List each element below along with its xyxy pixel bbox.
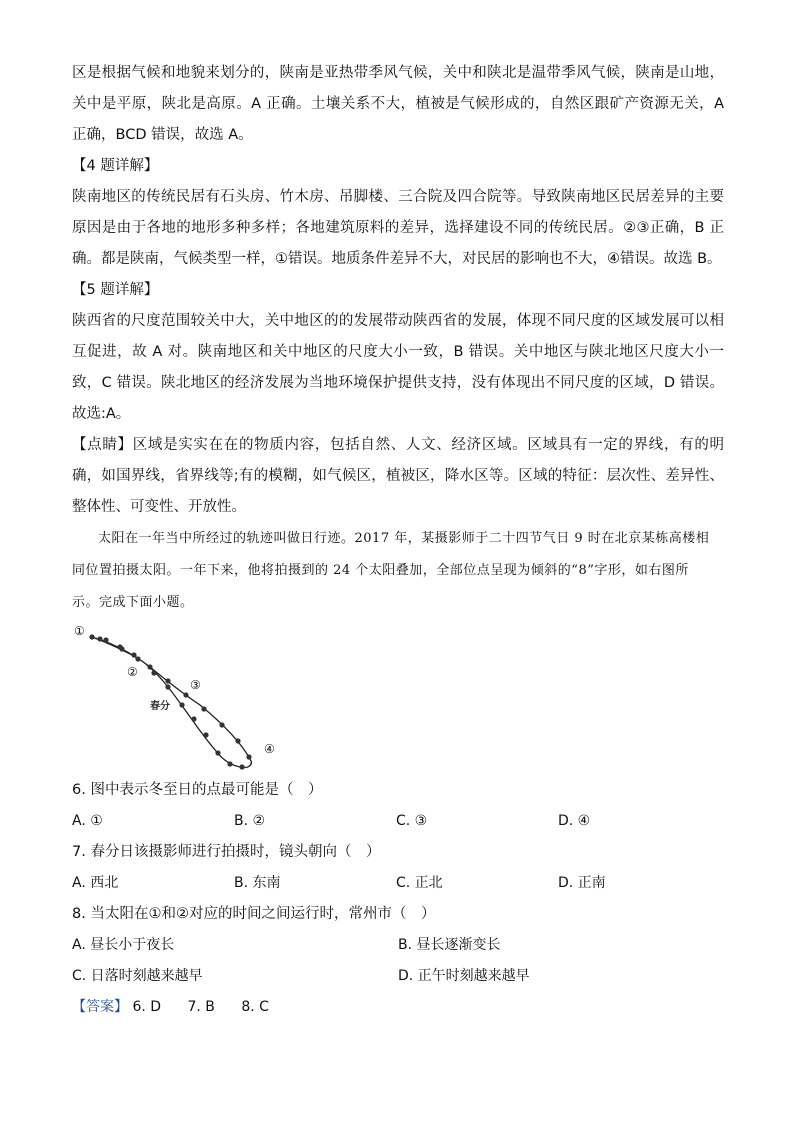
analemma-figure xyxy=(72,623,302,773)
sun-point xyxy=(165,678,170,683)
option-c: C. 正北 xyxy=(396,875,443,891)
paragraph-explanation-3: 区是根据气候和地貌来划分的，陕南是亚热带季风气候，关中和陕北是温带季风气候，陕南是山地，关中是平原，陕北是高原。A 正确。土壤关系不大，植被是气候形成的，自然区跟矿产资源无关，A 正确，BCD 错误，故选 A。 xyxy=(72,65,724,143)
heading-q5-explanation: 【5 题详解】 xyxy=(72,282,159,298)
paragraph-explanation-5: 陕西省的尺度范围较关中大，关中地区的的发展带动陕西省的发展，体现不同尺度的区域发展可以相互促进，故 A 对。陕南地区和关中地区的尺度大小一致，B 错误。关中地区与陕北地区尺度大小一致，C 错误。陕北地区的经济发展为当地环境保护提供支持，没有体现出不同尺度的区域，D 错误。故选:A。 xyxy=(72,313,724,422)
question-8-options-row2 xyxy=(72,961,724,992)
answer-6: 6. D xyxy=(132,999,162,1015)
sun-point xyxy=(165,684,170,689)
sun-point xyxy=(183,692,188,697)
paragraph-key-point: 【点睛】区域是实实在在的物质内容，包括自然、人文、经济区域。区域具有一定的界线，有的明确，如国界线，省界线等;有的模糊，如气候区，植被区，降水区等。区域的特征：层次性、差异性、整体性、可变性、开放性。 xyxy=(72,437,724,515)
sun-point xyxy=(179,702,184,707)
sun-point xyxy=(239,764,244,769)
analemma-curve xyxy=(92,637,251,768)
label-point-2: ② xyxy=(127,665,138,679)
option-b: B. 东南 xyxy=(234,875,281,891)
question-6-options xyxy=(72,806,724,837)
option-a: A. ① xyxy=(72,813,103,829)
option-c: C. ③ xyxy=(396,813,428,829)
intro-line-2: 同位置拍摄太阳。一年下来，他将拍摄到的 24 个太阳叠加，全部位点呈现为倾斜的“8”字形，如右图所 xyxy=(72,563,689,578)
option-d: D. ④ xyxy=(558,813,591,829)
sun-point xyxy=(97,636,102,641)
heading-q4-explanation: 【4 题详解】 xyxy=(72,158,159,174)
sun-point xyxy=(119,646,124,651)
sun-point xyxy=(246,754,251,759)
sun-point xyxy=(215,750,220,755)
question-8-options-row1 xyxy=(72,930,724,961)
intro-line-3: 示。完成下面小题。 xyxy=(72,595,194,610)
question-7-stem: 7. 春分日该摄影师进行拍摄时，镜头朝向（ ） xyxy=(72,844,381,860)
document-page xyxy=(72,58,724,1023)
option-a: A. 西北 xyxy=(72,875,119,891)
sun-point xyxy=(235,738,240,743)
sun-point xyxy=(89,634,94,639)
sun-point xyxy=(131,652,136,657)
label-point-3: ③ xyxy=(190,678,201,692)
sun-point xyxy=(151,670,156,675)
sun-point xyxy=(203,732,208,737)
option-c: C. 日落时刻越来越早 xyxy=(72,968,203,984)
option-d: D. 正午时刻越来越早 xyxy=(398,968,530,984)
answer-tag: 【答案】 xyxy=(72,999,128,1015)
option-a: A. 昼长小于夜长 xyxy=(72,937,175,953)
sun-point xyxy=(147,664,152,669)
label-point-4: ④ xyxy=(264,742,275,756)
option-d: D. 正南 xyxy=(558,875,606,891)
analemma-points xyxy=(89,634,251,769)
paragraph-explanation-4: 陕南地区的传统民居有石头房、竹木房、吊脚楼、三合院及四合院等。导致陕南地区民居差异的主要原因是由于各地的地形多种多样；各地建筑原料的差异，选择建设不同的传统民居。②③正确，B 正确。都是陕南，气候类型一样，①错误。地质条件差异不大，对民居的影响也不大，④错误。故选 B。 xyxy=(72,189,724,267)
sun-point xyxy=(135,656,140,661)
label-spring-equinox: 春分 xyxy=(150,701,170,712)
sun-point xyxy=(191,716,196,721)
analemma-svg xyxy=(72,623,302,773)
question-8-stem: 8. 当太阳在①和②对应的时间之间运行时，常州市（ ） xyxy=(72,906,436,922)
sun-point xyxy=(227,761,232,766)
question-6-stem: 6. 图中表示冬至日的点最可能是（ ） xyxy=(72,782,323,798)
question-7-options xyxy=(72,868,724,899)
option-b: B. ② xyxy=(234,813,266,829)
sun-point xyxy=(103,637,108,642)
answer-8: 8. C xyxy=(241,999,269,1015)
sun-point xyxy=(201,706,206,711)
answer-line xyxy=(72,992,724,1023)
option-b: B. 昼长逐渐变长 xyxy=(398,937,501,953)
label-point-1: ① xyxy=(74,624,85,638)
answer-7: 7. B xyxy=(187,999,215,1015)
sun-point xyxy=(219,722,224,727)
intro-line-1: 太阳在一年当中所经过的轨迹叫做日行迹。2017 年，某摄影师于二十四节气日 9 时在北京某栋高楼相 xyxy=(98,531,710,546)
